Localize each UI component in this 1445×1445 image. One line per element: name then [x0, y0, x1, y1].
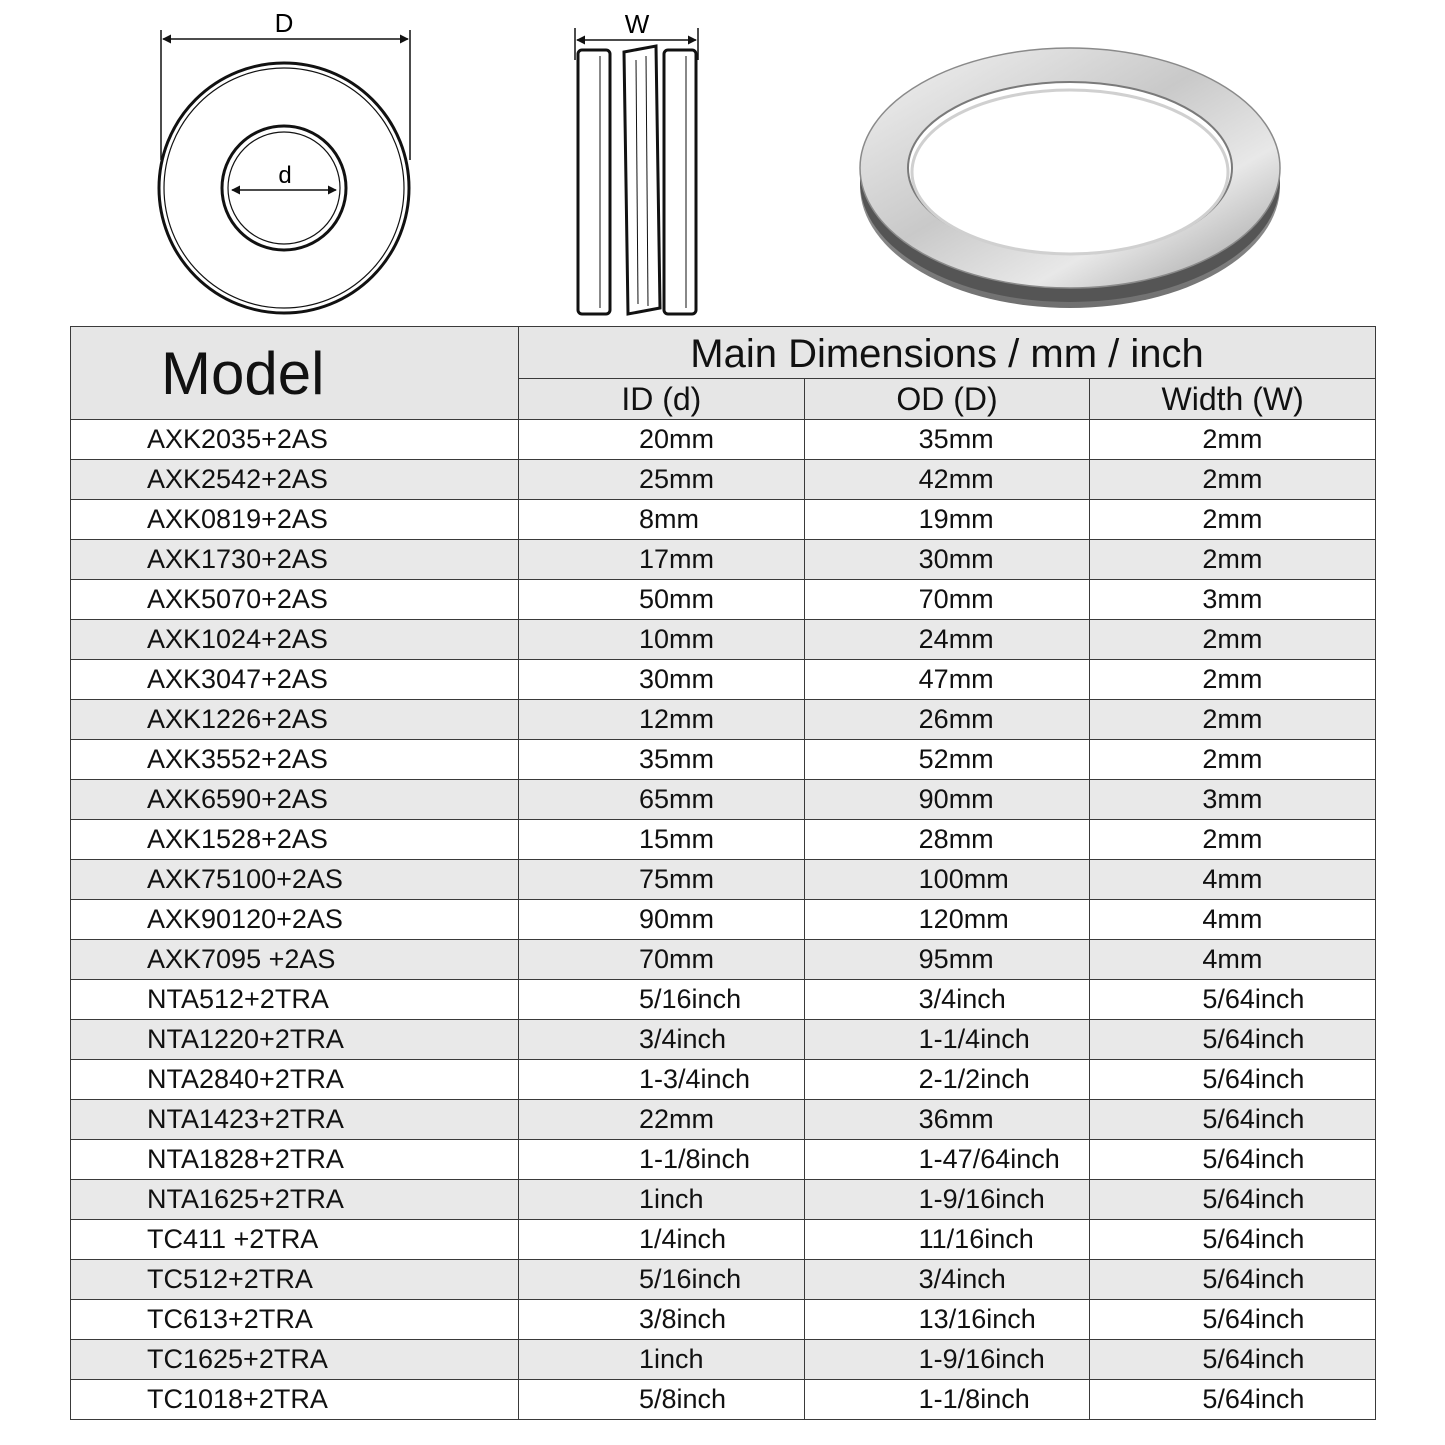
model-cell: AXK90120+2AS — [71, 900, 519, 940]
main-dimensions-header: Main Dimensions / mm / inch — [519, 327, 1376, 379]
side-view-drawing — [575, 28, 698, 314]
table-row — [71, 860, 1376, 900]
id-column-header: ID (d) — [519, 379, 805, 420]
width-cell: 5/64inch — [1090, 1380, 1376, 1420]
width-cell: 5/64inch — [1090, 980, 1376, 1020]
table-row — [71, 1180, 1376, 1220]
id-cell: 90mm — [519, 900, 805, 940]
od-cell: 120mm — [804, 900, 1090, 940]
id-cell: 3/8inch — [519, 1300, 805, 1340]
model-cell: AXK7095 +2AS — [71, 940, 519, 980]
width-cell: 4mm — [1090, 860, 1376, 900]
od-cell: 11/16inch — [804, 1220, 1090, 1260]
id-cell: 30mm — [519, 660, 805, 700]
model-cell: AXK3047+2AS — [71, 660, 519, 700]
table-row — [71, 660, 1376, 700]
od-cell: 42mm — [804, 460, 1090, 500]
width-label: W — [624, 9, 650, 39]
id-cell: 50mm — [519, 580, 805, 620]
width-cell: 5/64inch — [1090, 1140, 1376, 1180]
model-cell: AXK5070+2AS — [71, 580, 519, 620]
od-cell: 13/16inch — [804, 1300, 1090, 1340]
id-cell: 12mm — [519, 700, 805, 740]
model-cell: AXK2542+2AS — [71, 460, 519, 500]
width-cell: 5/64inch — [1090, 1100, 1376, 1140]
id-cell: 1inch — [519, 1180, 805, 1220]
model-cell: TC411 +2TRA — [71, 1220, 519, 1260]
od-cell: 3/4inch — [804, 980, 1090, 1020]
id-cell: 75mm — [519, 860, 805, 900]
width-cell: 2mm — [1090, 420, 1376, 460]
model-cell: TC1018+2TRA — [71, 1380, 519, 1420]
table-row — [71, 820, 1376, 860]
table-row — [71, 1300, 1376, 1340]
table-row — [71, 1340, 1376, 1380]
od-cell: 1-9/16inch — [804, 1180, 1090, 1220]
inner-diameter-label: d — [278, 162, 292, 189]
od-cell: 70mm — [804, 580, 1090, 620]
model-cell: AXK1730+2AS — [71, 540, 519, 580]
id-cell: 20mm — [519, 420, 805, 460]
od-cell: 47mm — [804, 660, 1090, 700]
width-cell: 2mm — [1090, 700, 1376, 740]
width-cell: 2mm — [1090, 500, 1376, 540]
od-cell: 1-47/64inch — [804, 1140, 1090, 1180]
table-row — [71, 1220, 1376, 1260]
width-cell: 2mm — [1090, 460, 1376, 500]
od-cell: 95mm — [804, 940, 1090, 980]
model-cell: AXK2035+2AS — [71, 420, 519, 460]
width-cell: 5/64inch — [1090, 1300, 1376, 1340]
od-cell: 90mm — [804, 780, 1090, 820]
table-row — [71, 1060, 1376, 1100]
width-cell: 2mm — [1090, 540, 1376, 580]
model-cell: NTA2840+2TRA — [71, 1060, 519, 1100]
id-cell: 1-3/4inch — [519, 1060, 805, 1100]
od-cell: 24mm — [804, 620, 1090, 660]
id-cell: 65mm — [519, 780, 805, 820]
id-cell: 5/16inch — [519, 980, 805, 1020]
bearing-drawings — [0, 0, 1445, 325]
model-cell: AXK0819+2AS — [71, 500, 519, 540]
model-cell: AXK1528+2AS — [71, 820, 519, 860]
table-row — [71, 540, 1376, 580]
od-cell: 26mm — [804, 700, 1090, 740]
od-cell: 1-9/16inch — [804, 1340, 1090, 1380]
table-row — [71, 1380, 1376, 1420]
width-cell: 5/64inch — [1090, 1180, 1376, 1220]
width-cell: 2mm — [1090, 660, 1376, 700]
width-cell: 5/64inch — [1090, 1020, 1376, 1060]
model-cell: TC512+2TRA — [71, 1260, 519, 1300]
od-column-header: OD (D) — [804, 379, 1090, 420]
table-row — [71, 1260, 1376, 1300]
id-cell: 17mm — [519, 540, 805, 580]
table-row — [71, 500, 1376, 540]
width-cell: 2mm — [1090, 740, 1376, 780]
id-cell: 5/16inch — [519, 1260, 805, 1300]
width-column-header: Width (W) — [1090, 379, 1376, 420]
od-cell: 1-1/8inch — [804, 1380, 1090, 1420]
width-cell: 3mm — [1090, 780, 1376, 820]
model-cell: AXK1024+2AS — [71, 620, 519, 660]
dimensions-table — [70, 326, 1376, 1420]
width-cell: 5/64inch — [1090, 1060, 1376, 1100]
od-cell: 28mm — [804, 820, 1090, 860]
od-cell: 1-1/4inch — [804, 1020, 1090, 1060]
table-row — [71, 460, 1376, 500]
width-cell: 4mm — [1090, 900, 1376, 940]
table-row — [71, 1020, 1376, 1060]
table-row — [71, 980, 1376, 1020]
table-row — [71, 580, 1376, 620]
model-cell: TC1625+2TRA — [71, 1340, 519, 1380]
od-cell: 30mm — [804, 540, 1090, 580]
id-cell: 1inch — [519, 1340, 805, 1380]
id-cell: 1/4inch — [519, 1220, 805, 1260]
id-cell: 70mm — [519, 940, 805, 980]
width-cell: 5/64inch — [1090, 1340, 1376, 1380]
bearing-diagrams — [0, 0, 1445, 325]
model-cell: NTA1828+2TRA — [71, 1140, 519, 1180]
od-cell: 36mm — [804, 1100, 1090, 1140]
model-cell: AXK75100+2AS — [71, 860, 519, 900]
id-cell: 35mm — [519, 740, 805, 780]
table-row — [71, 700, 1376, 740]
id-cell: 22mm — [519, 1100, 805, 1140]
outer-diameter-label: D — [274, 8, 294, 38]
width-cell: 4mm — [1090, 940, 1376, 980]
od-cell: 2-1/2inch — [804, 1060, 1090, 1100]
model-cell: AXK6590+2AS — [71, 780, 519, 820]
id-cell: 10mm — [519, 620, 805, 660]
table-row — [71, 1100, 1376, 1140]
model-header: Model — [71, 327, 519, 420]
width-cell: 3mm — [1090, 580, 1376, 620]
model-cell: AXK3552+2AS — [71, 740, 519, 780]
table-row — [71, 940, 1376, 980]
table-body — [71, 420, 1376, 1420]
od-cell: 35mm — [804, 420, 1090, 460]
width-cell: 2mm — [1090, 620, 1376, 660]
width-cell: 5/64inch — [1090, 1220, 1376, 1260]
table-row — [71, 1140, 1376, 1180]
od-cell: 52mm — [804, 740, 1090, 780]
id-cell: 8mm — [519, 500, 805, 540]
od-cell: 3/4inch — [804, 1260, 1090, 1300]
od-cell: 19mm — [804, 500, 1090, 540]
id-cell: 3/4inch — [519, 1020, 805, 1060]
model-cell: TC613+2TRA — [71, 1300, 519, 1340]
model-cell: AXK1226+2AS — [71, 700, 519, 740]
id-cell: 25mm — [519, 460, 805, 500]
model-cell: NTA1625+2TRA — [71, 1180, 519, 1220]
width-cell: 2mm — [1090, 820, 1376, 860]
model-cell: NTA1423+2TRA — [71, 1100, 519, 1140]
model-cell: NTA512+2TRA — [71, 980, 519, 1020]
table-row — [71, 780, 1376, 820]
id-cell: 1-1/8inch — [519, 1140, 805, 1180]
od-cell: 100mm — [804, 860, 1090, 900]
table-row — [71, 420, 1376, 460]
table-row — [71, 900, 1376, 940]
width-cell: 5/64inch — [1090, 1260, 1376, 1300]
table-row — [71, 620, 1376, 660]
id-cell: 5/8inch — [519, 1380, 805, 1420]
model-cell: NTA1220+2TRA — [71, 1020, 519, 1060]
table-row — [71, 740, 1376, 780]
id-cell: 15mm — [519, 820, 805, 860]
bearing-photo — [860, 48, 1280, 308]
